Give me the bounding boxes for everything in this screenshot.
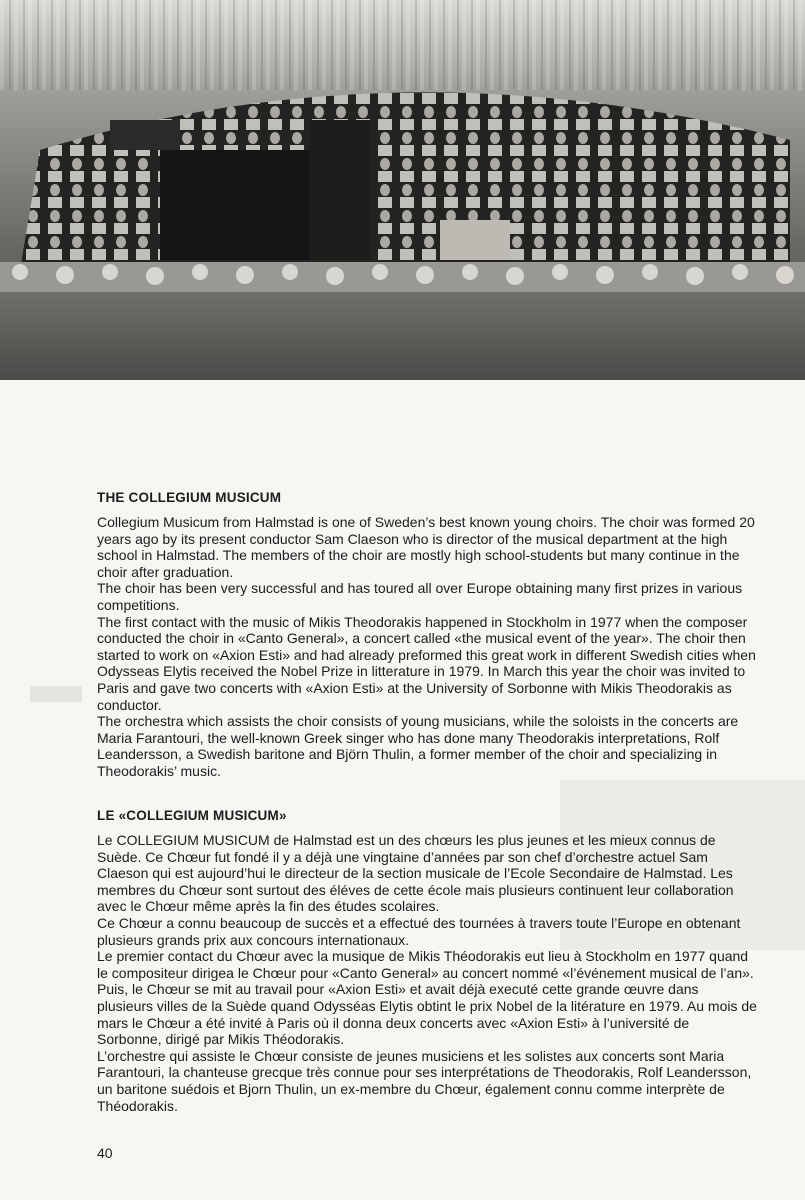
- english-paragraph: The choir has been very successful and has toured all over Europe obtaining many first prizes in various competitions.: [97, 580, 743, 613]
- section-heading-english: THE COLLEGIUM MUSICUM: [97, 490, 282, 505]
- english-paragraph: Collegium Musicum from Halmstad is one of Sweden’s best known young choirs. The choir was formed 20 years ago by its present conductor Sam Claeson who is director of the musical department at the high school in Halmstad. The members of the choir are mostly high school-students but many continue in the choir after graduation.: [97, 514, 755, 580]
- french-paragraph: Le premier contact du Chœur avec la musique de Mikis Théodorakis eut lieu à Stockholm en 1977 quand le compositeur dirigea le Chœur pour «Canto General» au concert nommé «l’événement musical de l’an». Puis, le Chœur se mit au travail pour «Axion Esti» et avait déjà executé cette grande œuvre dans plusieurs villes de la Suède quand Odysséas Elytis obtint le prix Nobel de la litérature en 1979. Au mois de mars le Chœur a été invité à Paris où il donna deux concerts avec «Axion Esti» à l’université de Sorbonne, dirigé par Mikis Théodorakis.: [97, 948, 757, 1048]
- page-number: 40: [97, 1145, 113, 1161]
- section-heading-french: LE «COLLEGIUM MUSICUM»: [97, 808, 287, 823]
- french-paragraph: Le COLLEGIUM MUSICUM de Halmstad est un des chœurs les plus jeunes et les mieux connus de Suède. Ce Chœur fut fondé il y a déjà une vingtaine d’années par son chef d’orchestre actuel Sam Claeson qui est aujourd’hui le directeur de la section musicale de l’Ecole Secondaire de Halmstad. Les membres du Chœur sont surtout des éléves de cette école mais plusieurs continuent leur collaboration avec le Chœur même après la fin des études scolaires.: [97, 832, 734, 915]
- english-paragraph: The orchestra which assists the choir consists of young musicians, while the soloists in the concerts are Maria Farantouri, the well-known Greek singer who has done many Theodorakis interpretations, Rolf Leandersson, a Swedish baritone and Björn Thulin, a former member of the choir and specializing in Theodorakis’ music.: [97, 713, 739, 779]
- french-paragraph: L’orchestre qui assiste le Chœur consiste de jeunes musiciens et les solistes aux concerts sont Maria Farantouri, la chanteuse grecque très connue pour ses interprétations de Theodorakis, Rolf Leandersson, un baritone suédois et Bjorn Thulin, un ex-membre du Chœur, également connu comme interprète de Théodorakis.: [97, 1047, 752, 1114]
- choir-photo-icon: [0, 0, 805, 380]
- french-paragraph: Ce Chœur a connu beaucoup de succès et a effectué des tournées à travers toute l’Europe en obtenant plusieurs grands prix aux concours internationaux.: [97, 914, 741, 948]
- french-section: [97, 808, 757, 1114]
- bleed-through-decoration: ▬: [30, 656, 82, 714]
- english-section: [97, 490, 757, 780]
- choir-concert-photo: [0, 0, 805, 380]
- english-paragraph: The first contact with the music of Mikis Theodorakis happened in Stockholm in 1977 when the composer conducted the choir in «Canto General», a concert called «the musical event of the year». The choir then started to work on «Axion Esti» and had already preformed this great work in different Swedish cities when Odysseas Elytis received the Nobel Prize in litterature in 1979. In March this year the choir was invited to Paris and gave two concerts with «Axion Esti» at the University of Sorbonne with Mikis Theodorakis as conductor.: [97, 613, 756, 713]
